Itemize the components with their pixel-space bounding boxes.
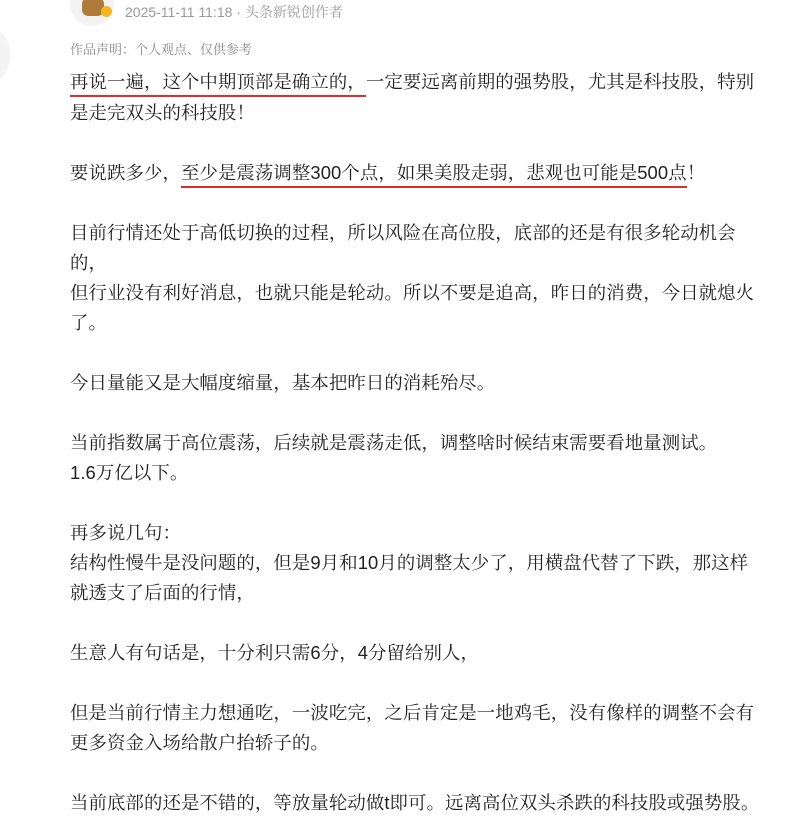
text-line (70, 68, 754, 94)
text-span: 一定要远离前期的强势股，尤其是科技股，特别 (365, 71, 755, 92)
text-line: 的， (70, 252, 107, 273)
text-line: 当前底部的还是不错的，等放量轮动做t即可。远离高位双头杀跌的科技股或强势股。 (70, 792, 760, 813)
text-line: 就透支了后面的行情， (70, 582, 255, 603)
text-line: 结构性慢牛是没问题的，但是9月和10月的调整太少了，用横盘代替了下跌，那这样 (70, 552, 749, 573)
text-line: 是走完双头的科技股！ (70, 102, 255, 123)
text-span: 要说跌多少， (70, 162, 181, 183)
side-decoration (0, 30, 10, 80)
text-line: 更多资金入场给散户抬轿子的。 (70, 732, 329, 753)
text-line: 了。 (70, 312, 107, 333)
creator-badge-icon (101, 6, 112, 17)
text-line: 今日量能又是大幅度缩量，基本把昨日的消耗殆尽。 (70, 372, 496, 393)
text-span: ！ (686, 162, 706, 183)
text-line (70, 159, 705, 185)
text-line: 1.6万亿以下。 (70, 462, 189, 483)
text-line: 但行业没有利好消息，也就只能是轮动。所以不要是追高，昨日的消费，今日就熄火 (70, 282, 755, 303)
underlined-text: 再说一遍，这个中期顶部是确立的， (70, 71, 366, 97)
text-line: 目前行情还处于高低切换的过程，所以风险在高位股，底部的还是有很多轮动机会 (70, 222, 736, 243)
text-line: 当前指数属于高位震荡，后续就是震荡走低，调整啥时候结束需要看地量测试。 (70, 432, 718, 453)
underlined-text: 至少是震荡调整300个点，如果美股走弱，悲观也可能是500点 (181, 162, 687, 188)
post-meta: 2025-11-11 11:18 · 头条新锐创作者 (125, 4, 343, 20)
text-line: 生意人有句话是，十分利只需6分，4分留给别人， (70, 642, 479, 663)
work-declaration: 作品声明：个人观点、仅供参考 (70, 42, 253, 57)
text-line: 但是当前行情主力想通吃，一波吃完，之后肯定是一地鸡毛，没有像样的调整不会有 (70, 702, 755, 723)
text-line: 再多说几句： (70, 522, 181, 543)
